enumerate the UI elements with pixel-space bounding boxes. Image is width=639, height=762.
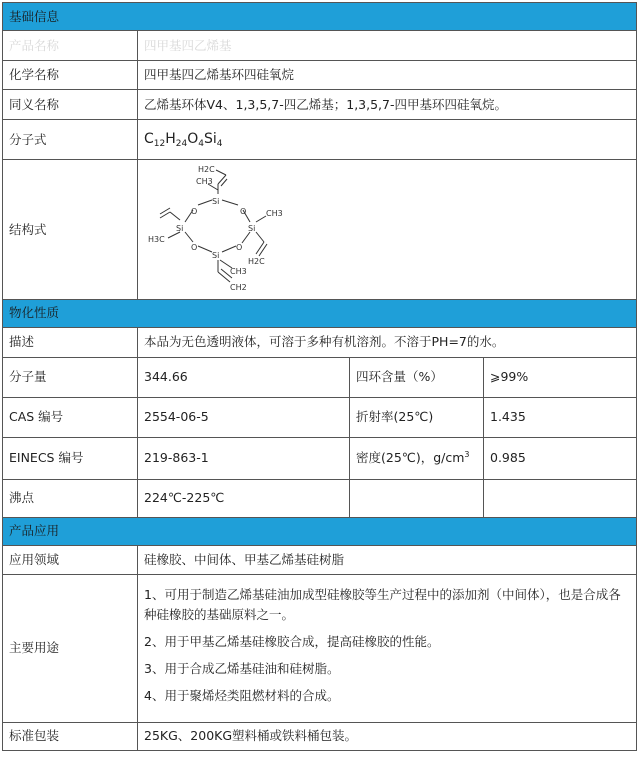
use-item-3: 3、用于合成乙烯基硅油和硅树脂。	[144, 661, 340, 677]
atom-si-top: Si	[212, 197, 220, 206]
row-formula	[3, 120, 637, 160]
atom-o-bl: O	[191, 243, 198, 252]
atom-o-br: O	[236, 243, 243, 252]
atom-ch2-bottom: CH2	[230, 283, 247, 292]
row-uses	[3, 574, 637, 722]
structure-cell	[138, 160, 637, 300]
chem-name-label: 化学名称	[3, 61, 138, 90]
einecs-value: 219-863-1	[138, 437, 350, 479]
faded-label: 产品名称	[3, 31, 138, 61]
empty-cell-1	[350, 479, 484, 517]
faded-value: 四甲基四乙烯基	[138, 31, 637, 61]
formula-label: 分子式	[3, 120, 138, 160]
cas-label: CAS 编号	[3, 397, 138, 437]
use-item-1: 1、可用于制造乙烯基硅油加成型硅橡胶等生产过程中的添加剂（中间体），也是合成各种硅橡胶的基础原料之一。	[144, 587, 621, 623]
row-cas	[3, 397, 637, 437]
atom-si-right: Si	[248, 224, 256, 233]
row-desc	[3, 327, 637, 357]
empty-cell-2	[484, 479, 637, 517]
density-value: 0.985	[484, 437, 637, 479]
section-title-application: 产品应用	[3, 517, 637, 545]
chem-name-value: 四甲基四乙烯基环四硅氧烷	[138, 61, 637, 90]
pack-label: 标准包装	[3, 722, 138, 750]
desc-value: 本品为无色透明液体，可溶于多种有机溶剂。不溶于PH=7的水。	[138, 327, 637, 357]
atom-si-left: Si	[176, 224, 184, 233]
atom-o-tr: O	[240, 207, 247, 216]
field-label: 应用领域	[3, 545, 138, 574]
formula-c: C	[144, 130, 154, 147]
density-label-cell	[350, 437, 484, 479]
mw-value: 344.66	[138, 357, 350, 397]
bp-label: 沸点	[3, 479, 138, 517]
section-header-application	[3, 517, 637, 545]
atom-h2c-right: H2C	[248, 257, 265, 266]
section-header-physchem	[3, 299, 637, 327]
section-title-physchem: 物化性质	[3, 299, 637, 327]
density-label: 密度(25℃)，g/cm	[356, 450, 465, 466]
row-einecs	[3, 437, 637, 479]
mw-label: 分子量	[3, 357, 138, 397]
atom-si-bottom: Si	[212, 251, 220, 260]
atom-h3c-left: H3C	[148, 235, 165, 244]
row-pack	[3, 722, 637, 750]
row-faded	[3, 31, 637, 61]
synonym-label: 同义名称	[3, 90, 138, 120]
row-bp	[3, 479, 637, 517]
atom-ch3-right: CH3	[266, 209, 283, 218]
section-title-basic: 基础信息	[3, 3, 637, 31]
section-header-basic	[3, 3, 637, 31]
density-unit-sup: 3	[464, 450, 470, 460]
row-structure	[3, 160, 637, 300]
formula-value	[138, 120, 637, 160]
synonym-value: 乙烯基环体V4、1,3,5,7-四乙烯基；1,3,5,7-四甲基环四硅氧烷。	[138, 90, 637, 120]
ri-value: 1.435	[484, 397, 637, 437]
row-mw	[3, 357, 637, 397]
uses-list	[138, 574, 637, 722]
cas-value: 2554-06-5	[138, 397, 350, 437]
formula-h: H	[165, 130, 176, 147]
atom-o-tl: O	[191, 207, 198, 216]
structure-label: 结构式	[3, 160, 138, 300]
use-item-2: 2、用于甲基乙烯基硅橡胶合成，提高硅橡胶的性能。	[144, 634, 440, 650]
row-chem-name	[3, 61, 637, 90]
atom-ch3-top: CH3	[196, 177, 213, 186]
purity-label: 四环含量（%）	[350, 357, 484, 397]
row-synonym	[3, 90, 637, 120]
atom-ch3-bottom: CH3	[230, 267, 247, 276]
desc-label: 描述	[3, 327, 138, 357]
product-spec-table	[2, 2, 637, 751]
purity-value: ⩾99%	[484, 357, 637, 397]
field-value: 硅橡胶、中间体、甲基乙烯基硅树脂	[138, 545, 637, 574]
formula-si: Si	[203, 130, 217, 147]
uses-label: 主要用途	[3, 574, 138, 722]
ri-label: 折射率(25℃)	[350, 397, 484, 437]
formula-o-count: 4	[198, 138, 204, 149]
formula-c-count: 12	[153, 138, 166, 149]
atom-h2c-top: H2C	[198, 165, 215, 174]
formula-h-count: 24	[175, 138, 188, 149]
formula-o: O	[187, 130, 199, 147]
pack-value: 25KG、200KG塑料桶或铁料桶包装。	[138, 722, 637, 750]
formula-si-count: 4	[216, 138, 223, 149]
structure-diagram	[138, 160, 308, 295]
row-field	[3, 545, 637, 574]
einecs-label: EINECS 编号	[3, 437, 138, 479]
bp-value: 224℃-225℃	[138, 479, 350, 517]
use-item-4: 4、用于聚烯烃类阻燃材料的合成。	[144, 688, 340, 704]
